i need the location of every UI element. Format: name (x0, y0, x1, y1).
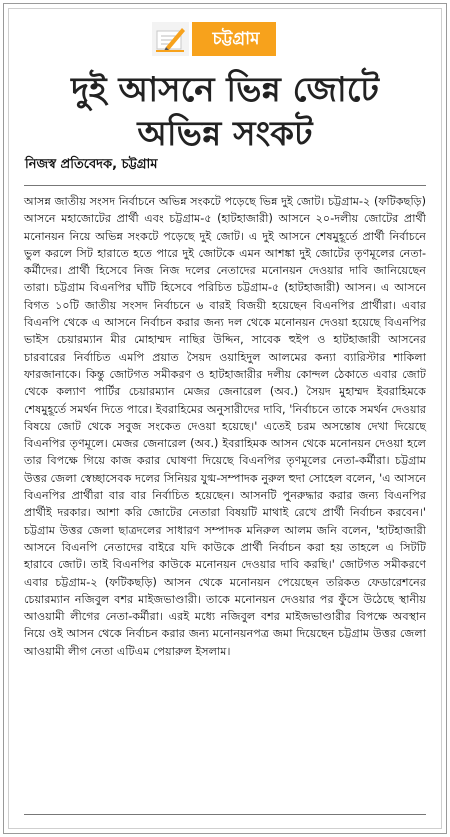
headline-line-1: দুই আসনে ভিন্ন জোটে (71, 70, 379, 110)
section-label[interactable]: চট্টগ্রাম (212, 29, 260, 49)
headline-line-2: অভিন্ন সংকট (137, 114, 313, 154)
article-byline: নিজস্ব প্রতিবেদক, চট্টগ্রাম (25, 157, 158, 172)
article-headline (24, 68, 426, 156)
newspaper-clipping (3, 3, 447, 834)
section-banner (152, 22, 276, 56)
pen-paper-icon (152, 22, 192, 56)
article-body: আসন্ন জাতীয় সংসদ নির্বাচনে অভিন্ন সংকটে পড়েছে ভিন্ন দুই জোট। চট্টগ্রাম-২ (ফটিকছড়ি) আসনে মহাজোটের প্রার্থী এবং চট্টগ্রাম-৫ (হাটহাজারী) আসনে ২০-দলীয় জোটের প্রার্থী মনোনয়ন নিয়ে অভিন্ন সংকটে পড়েছে দুই জোট। এ দুই আসনে শেষমুহূর্তে প্রার্থী নির্বাচনে ভুল করলে সিট হারাতে হতে পারে দুই জোটকে এমন আশঙ্কা দুই জোটের তৃণমূলের নেতা-কর্মীদের। প্রার্থী হিসেবে নিজ নিজ দলের নেতাদের মনোনয়ন দেওয়ার দাবি জানিয়েছেন তারা। চট্টগ্রাম বিএনপির ঘাঁটি হিসেবে পরিচিত চট্টগ্রাম-৫ (হাটহাজারী) আসন। এ আসনে বিগত ১০টি জাতীয় সংসদ নির্বাচনে ৬ বারই বিজয়ী হয়েছেন বিএনপির প্রার্থীরা। এবার বিএনপি থেকে এ আসনে নির্বাচন করার জন্য দল থেকে মনোনয়ন দেওয়া হয়েছে বিএনপির ভাইস চেয়ারম্যান মীর মোহাম্মদ নাছির উদ্দিন, সাবেক হুইপ ও হাটহাজারী আসনের চারবারের নির্বাচিত এমপি প্রয়াত সৈয়দ ওয়াহিদুল আলমের কন্যা ব্যারিস্টার শাকিলা ফারজানাকে। কিন্তু জোটগত সমীকরণ ও হাটহাজারীর দলীয় কোন্দল ঠেকাতে এবার জোট থেকে কল্যাণ পার্টির চেয়ারম্যান মেজর জেনারেল (অব.) সৈয়দ মুহাম্মদ ইবরাহিমকে শেষমুহূর্তে সমর্থন দিতে পারে। ইবরাহিমের অনুসারীদের দাবি, 'নির্বাচনে তাকে সমর্থন দেওয়ার বিষয়ে জোট থেকে সবুজ সংকেত দেওয়া হয়েছে।' এতেই চরম অসন্তোষ দেখা দিয়েছে বিএনপির তৃণমূলে। মেজর জেনারেল (অব.) ইবরাহিমক আসন থেকে মনোনয়ন দেওয়া হলে তার বিপক্ষে গিয়ে কাজ করার ঘোষণা দিয়েছে বিএনপির তৃণমূলের নেতা-কর্মীরা। চট্টগ্রাম উত্তর জেলা স্বেচ্ছাসেবক দলের সিনিয়র যুগ্ম-সম্পাদক নুরুল হুদা সোহেল বলেন, 'এ আসনে বিএনপির প্রার্থীরা বার বার নির্বাচিত হয়েছেন। আসনটি পুনরুদ্ধার করার জন্য বিএনপির প্রার্থীই দরকার। আশা করি জোটের নেতারা বিষয়টি মাথাই রেখে প্রার্থী নির্বাচন করবেন।' চট্টগ্রাম উত্তর জেলা ছাত্রদলের সাধারণ সম্পাদক মনিরুল আলম জনি বলেন, 'হাটহাজারী আসনে বিএনপি নেতাদের বাইরে যদি কাউকে প্রার্থী নির্বাচন করা হয় তাহলে এ সিটটি হারাবে জোট। তাই বিএনপির কাউকে মনোনয়ন দেওয়ার দাবি করছি।' জোটগত সমীকরণে এবার চট্টগ্রাম-২ (ফটিকছড়ি) আসন থেকে মনোনয়ন পেয়েছেন তরিকত ফেডারেশনের চেয়ারম্যান নজিবুল বশর মাইজভাণ্ডারী। তাকে মনোনয়ন দেওয়ার পর ফুঁসে উঠেছে স্থানীয় আওয়ামী লীগের নেতা-কর্মীরা। এরই মধ্যে নজিবুল বশর মাইজভাণ্ডারীর বিপক্ষে অবস্থান নিয়ে ওই আসন থেকে নির্বাচন করার জন্য মনোনয়নপত্র জমা দিয়েছেন চট্টগ্রাম উত্তর জেলা আওয়ামী লীগ নেতা এটিএম পেয়ারুল ইসলাম। (24, 195, 426, 658)
bottom-divider (24, 814, 426, 815)
byline-divider (24, 185, 426, 186)
pen-paper-icon-graphic (152, 22, 189, 56)
